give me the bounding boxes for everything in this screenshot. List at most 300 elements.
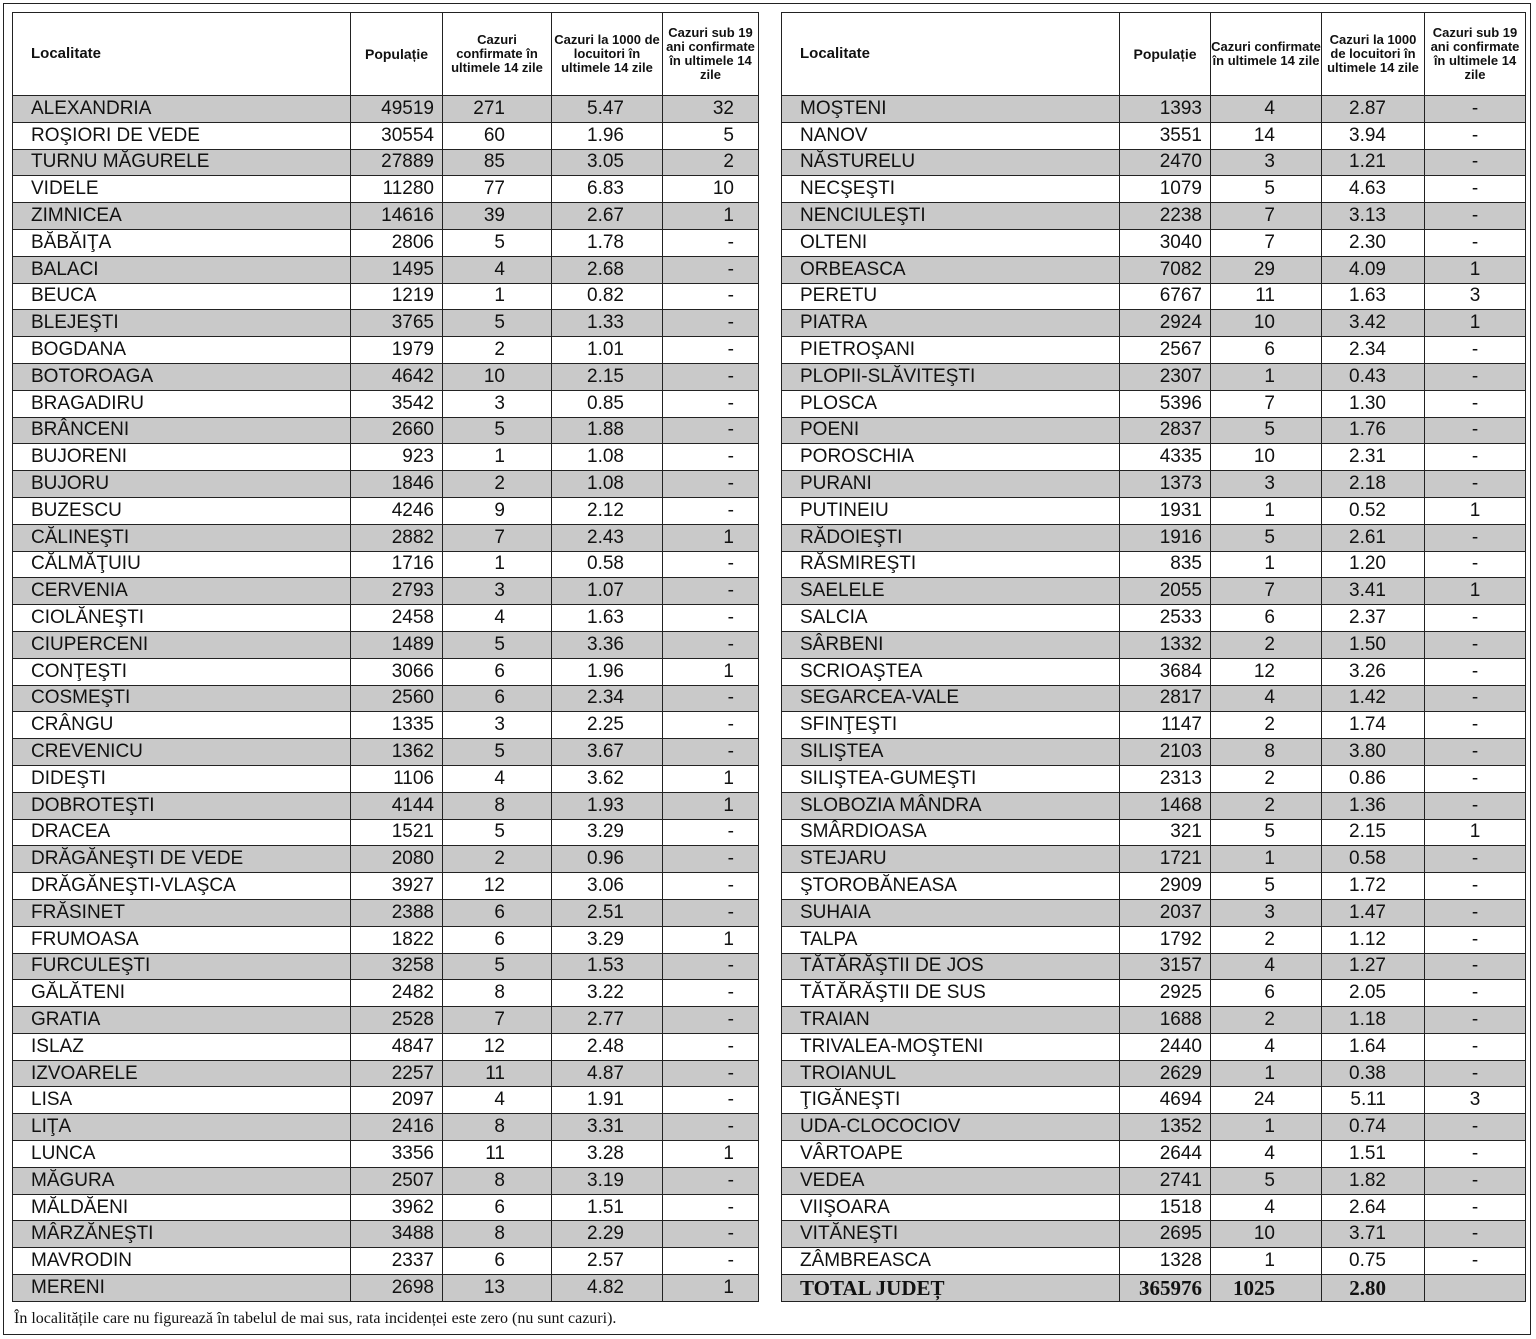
cell-populatie: 30554 bbox=[351, 122, 443, 149]
cell-rata: 3.67 bbox=[552, 739, 663, 766]
cell-populatie: 4144 bbox=[351, 792, 443, 819]
cell-sub19: - bbox=[663, 846, 759, 873]
cell-rata: 3.05 bbox=[552, 149, 663, 176]
cell-sub19: - bbox=[663, 417, 759, 444]
table-row bbox=[13, 953, 759, 980]
table-row bbox=[13, 712, 759, 739]
total-cell-localitate: TOTAL JUDEȚ bbox=[782, 1275, 1120, 1302]
cell-rata: 1.51 bbox=[552, 1194, 663, 1221]
cell-localitate: TALPA bbox=[782, 926, 1120, 953]
cell-sub19: 1 bbox=[663, 524, 759, 551]
cell-populatie: 2307 bbox=[1120, 363, 1211, 390]
cell-cazuri: 7 bbox=[1211, 229, 1322, 256]
cell-populatie: 835 bbox=[1120, 551, 1211, 578]
cell-rata: 3.19 bbox=[552, 1167, 663, 1194]
cell-sub19: - bbox=[663, 337, 759, 364]
table-row bbox=[782, 1141, 1526, 1168]
cell-rata: 2.87 bbox=[1322, 96, 1425, 123]
cell-cazuri: 10 bbox=[1211, 310, 1322, 337]
cell-sub19: - bbox=[663, 712, 759, 739]
header-localitate: Localitate bbox=[782, 13, 1120, 96]
table-row bbox=[782, 846, 1526, 873]
cell-sub19: - bbox=[663, 578, 759, 605]
cell-localitate: RĂSMIREŞTI bbox=[782, 551, 1120, 578]
cell-sub19: - bbox=[663, 497, 759, 524]
table-row bbox=[13, 578, 759, 605]
cell-populatie: 2055 bbox=[1120, 578, 1211, 605]
cell-populatie: 321 bbox=[1120, 819, 1211, 846]
cell-populatie: 49519 bbox=[351, 96, 443, 123]
cell-populatie: 2238 bbox=[1120, 203, 1211, 230]
cell-populatie: 2097 bbox=[351, 1087, 443, 1114]
header-sub19: Cazuri sub 19 ani confirmate în ultimele 14 zile bbox=[663, 13, 759, 96]
cell-localitate: FRUMOASA bbox=[13, 926, 351, 953]
cell-cazuri: 12 bbox=[443, 873, 552, 900]
cell-populatie: 1352 bbox=[1120, 1114, 1211, 1141]
cell-localitate: MOŞTENI bbox=[782, 96, 1120, 123]
cell-cazuri: 3 bbox=[443, 390, 552, 417]
cell-cazuri: 3 bbox=[443, 712, 552, 739]
cell-cazuri: 1 bbox=[1211, 363, 1322, 390]
cell-localitate: NENCIULEŞTI bbox=[782, 203, 1120, 230]
table-row bbox=[13, 765, 759, 792]
cell-localitate: CERVENIA bbox=[13, 578, 351, 605]
cell-rata: 1.47 bbox=[1322, 899, 1425, 926]
cell-populatie: 2257 bbox=[351, 1060, 443, 1087]
cell-cazuri: 6 bbox=[443, 926, 552, 953]
cell-rata: 1.42 bbox=[1322, 685, 1425, 712]
cell-rata: 2.29 bbox=[552, 1221, 663, 1248]
cell-populatie: 4694 bbox=[1120, 1087, 1211, 1114]
cell-sub19: - bbox=[663, 605, 759, 632]
cell-sub19: - bbox=[1425, 96, 1526, 123]
cell-sub19: - bbox=[1425, 846, 1526, 873]
cell-rata: 4.82 bbox=[552, 1275, 663, 1302]
cell-localitate: MĂGURA bbox=[13, 1167, 351, 1194]
table-row bbox=[13, 605, 759, 632]
header-populatie: Populație bbox=[351, 13, 443, 96]
cell-localitate: VIDELE bbox=[13, 176, 351, 203]
cell-rata: 1.07 bbox=[552, 578, 663, 605]
cell-localitate: NECŞEŞTI bbox=[782, 176, 1120, 203]
cell-localitate: GĂLĂTENI bbox=[13, 980, 351, 1007]
cell-localitate: PIETROŞANI bbox=[782, 337, 1120, 364]
cell-rata: 2.05 bbox=[1322, 980, 1425, 1007]
table-row bbox=[782, 149, 1526, 176]
cell-localitate: GRATIA bbox=[13, 1007, 351, 1034]
cell-localitate: BRAGADIRU bbox=[13, 390, 351, 417]
cell-cazuri: 4 bbox=[443, 256, 552, 283]
cell-cazuri: 8 bbox=[443, 792, 552, 819]
cell-cazuri: 12 bbox=[1211, 658, 1322, 685]
cell-sub19: - bbox=[1425, 712, 1526, 739]
cell-sub19: - bbox=[1425, 765, 1526, 792]
cell-rata: 0.58 bbox=[552, 551, 663, 578]
table-row bbox=[782, 605, 1526, 632]
cell-sub19: - bbox=[663, 471, 759, 498]
header-cazuri: Cazuri confirmate în ultimele 14 zile bbox=[443, 13, 552, 96]
table-row bbox=[782, 1194, 1526, 1221]
cell-localitate: SÂRBENI bbox=[782, 631, 1120, 658]
cell-populatie: 1518 bbox=[1120, 1194, 1211, 1221]
cell-sub19: - bbox=[663, 444, 759, 471]
cell-localitate: UDA-CLOCOCIOV bbox=[782, 1114, 1120, 1141]
cell-rata: 1.53 bbox=[552, 953, 663, 980]
cell-rata: 1.36 bbox=[1322, 792, 1425, 819]
cell-populatie: 1373 bbox=[1120, 471, 1211, 498]
cell-populatie: 2458 bbox=[351, 605, 443, 632]
cell-cazuri: 4 bbox=[443, 765, 552, 792]
cell-populatie: 1979 bbox=[351, 337, 443, 364]
cell-populatie: 2806 bbox=[351, 229, 443, 256]
cell-localitate: ZÂMBREASCA bbox=[782, 1248, 1120, 1275]
cell-populatie: 1393 bbox=[1120, 96, 1211, 123]
cell-rata: 2.37 bbox=[1322, 605, 1425, 632]
cell-populatie: 2528 bbox=[351, 1007, 443, 1034]
table-row bbox=[13, 1007, 759, 1034]
cell-cazuri: 1 bbox=[443, 551, 552, 578]
cell-cazuri: 4 bbox=[443, 1087, 552, 1114]
cell-populatie: 1846 bbox=[351, 471, 443, 498]
cell-sub19: 1 bbox=[1425, 256, 1526, 283]
cell-populatie: 2660 bbox=[351, 417, 443, 444]
table-row bbox=[13, 551, 759, 578]
cell-cazuri: 4 bbox=[1211, 953, 1322, 980]
cell-populatie: 4847 bbox=[351, 1033, 443, 1060]
cell-localitate: OLTENI bbox=[782, 229, 1120, 256]
table-row bbox=[13, 792, 759, 819]
left-header-row bbox=[13, 13, 759, 96]
cell-sub19: - bbox=[663, 739, 759, 766]
cell-sub19: - bbox=[1425, 1221, 1526, 1248]
cell-localitate: BUJORU bbox=[13, 471, 351, 498]
cell-sub19: - bbox=[1425, 390, 1526, 417]
total-cell-cazuri: 1025 bbox=[1211, 1275, 1322, 1302]
cell-rata: 1.78 bbox=[552, 229, 663, 256]
cell-localitate: DRACEA bbox=[13, 819, 351, 846]
cell-cazuri: 11 bbox=[443, 1141, 552, 1168]
cell-sub19: - bbox=[1425, 873, 1526, 900]
cell-localitate: DRĂGĂNEŞTI DE VEDE bbox=[13, 846, 351, 873]
cell-cazuri: 4 bbox=[1211, 1033, 1322, 1060]
table-row bbox=[13, 1087, 759, 1114]
cell-populatie: 4246 bbox=[351, 497, 443, 524]
cell-cazuri: 8 bbox=[443, 1221, 552, 1248]
cell-rata: 0.74 bbox=[1322, 1114, 1425, 1141]
cell-localitate: PIATRA bbox=[782, 310, 1120, 337]
cell-cazuri: 5 bbox=[1211, 176, 1322, 203]
cell-populatie: 2470 bbox=[1120, 149, 1211, 176]
table-row bbox=[13, 337, 759, 364]
table-row bbox=[13, 203, 759, 230]
cell-cazuri: 5 bbox=[1211, 819, 1322, 846]
cell-sub19: - bbox=[663, 390, 759, 417]
cell-populatie: 1147 bbox=[1120, 712, 1211, 739]
table-row bbox=[782, 444, 1526, 471]
cell-cazuri: 6 bbox=[443, 899, 552, 926]
cell-populatie: 1106 bbox=[351, 765, 443, 792]
table-row bbox=[13, 1194, 759, 1221]
table-row bbox=[782, 390, 1526, 417]
table-row bbox=[782, 471, 1526, 498]
cell-localitate: LISA bbox=[13, 1087, 351, 1114]
table-row bbox=[782, 203, 1526, 230]
cell-populatie: 14616 bbox=[351, 203, 443, 230]
cell-populatie: 1916 bbox=[1120, 524, 1211, 551]
cell-sub19: - bbox=[1425, 551, 1526, 578]
cell-cazuri: 8 bbox=[1211, 739, 1322, 766]
header-populatie: Populație bbox=[1120, 13, 1211, 96]
header-cazuri: Cazuri confirmate în ultimele 14 zile bbox=[1211, 13, 1322, 96]
cell-cazuri: 85 bbox=[443, 149, 552, 176]
cell-populatie: 1219 bbox=[351, 283, 443, 310]
cell-sub19: 1 bbox=[663, 792, 759, 819]
table-row bbox=[13, 819, 759, 846]
cell-sub19: - bbox=[1425, 1167, 1526, 1194]
table-row bbox=[782, 283, 1526, 310]
cell-localitate: TĂTĂRĂŞTII DE SUS bbox=[782, 980, 1120, 1007]
table-row bbox=[13, 1248, 759, 1275]
header-rata: Cazuri la 1000 de locuitori în ultimele 14 zile bbox=[1322, 13, 1425, 96]
table-row bbox=[13, 1167, 759, 1194]
table-row bbox=[782, 1060, 1526, 1087]
cell-rata: 3.94 bbox=[1322, 122, 1425, 149]
cell-localitate: MAVRODIN bbox=[13, 1248, 351, 1275]
cell-rata: 2.31 bbox=[1322, 444, 1425, 471]
cell-populatie: 1489 bbox=[351, 631, 443, 658]
cell-rata: 2.64 bbox=[1322, 1194, 1425, 1221]
total-cell-sub19 bbox=[1425, 1275, 1526, 1302]
cell-cazuri: 5 bbox=[443, 310, 552, 337]
cell-sub19: - bbox=[1425, 1248, 1526, 1275]
cell-cazuri: 4 bbox=[1211, 96, 1322, 123]
cell-cazuri: 6 bbox=[443, 1248, 552, 1275]
cell-localitate: PURANI bbox=[782, 471, 1120, 498]
cell-sub19: 1 bbox=[663, 765, 759, 792]
cell-localitate: CĂLINEŞTI bbox=[13, 524, 351, 551]
cell-rata: 0.58 bbox=[1322, 846, 1425, 873]
table-row bbox=[782, 578, 1526, 605]
cell-cazuri: 1 bbox=[1211, 1248, 1322, 1275]
cell-cazuri: 4 bbox=[1211, 1194, 1322, 1221]
table-row bbox=[782, 551, 1526, 578]
cell-populatie: 1332 bbox=[1120, 631, 1211, 658]
right-table bbox=[781, 12, 1526, 1302]
cell-rata: 1.76 bbox=[1322, 417, 1425, 444]
cell-sub19: 1 bbox=[663, 1141, 759, 1168]
cell-rata: 1.20 bbox=[1322, 551, 1425, 578]
cell-sub19: - bbox=[663, 873, 759, 900]
cell-sub19: 1 bbox=[1425, 578, 1526, 605]
cell-cazuri: 8 bbox=[443, 980, 552, 1007]
cell-rata: 3.41 bbox=[1322, 578, 1425, 605]
cell-populatie: 2507 bbox=[351, 1167, 443, 1194]
cell-localitate: DOBROTEŞTI bbox=[13, 792, 351, 819]
cell-rata: 2.25 bbox=[552, 712, 663, 739]
cell-localitate: TRIVALEA-MOŞTENI bbox=[782, 1033, 1120, 1060]
cell-sub19: - bbox=[663, 1167, 759, 1194]
cell-populatie: 2698 bbox=[351, 1275, 443, 1302]
cell-rata: 3.06 bbox=[552, 873, 663, 900]
cell-cazuri: 271 bbox=[443, 96, 552, 123]
cell-cazuri: 2 bbox=[1211, 792, 1322, 819]
table-row bbox=[13, 899, 759, 926]
cell-localitate: BALACI bbox=[13, 256, 351, 283]
cell-localitate: STEJARU bbox=[782, 846, 1120, 873]
cell-localitate: VIIŞOARA bbox=[782, 1194, 1120, 1221]
table-row bbox=[782, 953, 1526, 980]
cell-localitate: CIUPERCENI bbox=[13, 631, 351, 658]
cell-sub19: - bbox=[1425, 980, 1526, 1007]
cell-cazuri: 1 bbox=[1211, 846, 1322, 873]
cell-cazuri: 1 bbox=[1211, 1114, 1322, 1141]
cell-cazuri: 7 bbox=[1211, 203, 1322, 230]
cell-sub19: - bbox=[663, 551, 759, 578]
cell-populatie: 923 bbox=[351, 444, 443, 471]
table-row bbox=[13, 122, 759, 149]
cell-rata: 3.36 bbox=[552, 631, 663, 658]
table-row bbox=[13, 658, 759, 685]
cell-populatie: 2482 bbox=[351, 980, 443, 1007]
cell-rata: 1.63 bbox=[552, 605, 663, 632]
table-row bbox=[782, 256, 1526, 283]
cell-cazuri: 6 bbox=[1211, 980, 1322, 1007]
cell-sub19: - bbox=[663, 1221, 759, 1248]
table-row bbox=[782, 765, 1526, 792]
cell-cazuri: 7 bbox=[443, 1007, 552, 1034]
cell-populatie: 2837 bbox=[1120, 417, 1211, 444]
cell-rata: 0.86 bbox=[1322, 765, 1425, 792]
cell-localitate: ŢIGĂNEŞTI bbox=[782, 1087, 1120, 1114]
cell-rata: 3.31 bbox=[552, 1114, 663, 1141]
table-row bbox=[782, 1087, 1526, 1114]
cell-rata: 3.29 bbox=[552, 926, 663, 953]
cell-populatie: 11280 bbox=[351, 176, 443, 203]
cell-sub19: - bbox=[663, 256, 759, 283]
cell-cazuri: 5 bbox=[443, 229, 552, 256]
table-row bbox=[13, 149, 759, 176]
cell-rata: 3.71 bbox=[1322, 1221, 1425, 1248]
cell-populatie: 3551 bbox=[1120, 122, 1211, 149]
cell-cazuri: 1 bbox=[1211, 1060, 1322, 1087]
cell-sub19: - bbox=[663, 363, 759, 390]
cell-localitate: CIOLĂNEŞTI bbox=[13, 605, 351, 632]
cell-sub19: 1 bbox=[1425, 497, 1526, 524]
cell-localitate: VITĂNEŞTI bbox=[782, 1221, 1120, 1248]
footnote: În localitățile care nu figurează în tabelul de mai sus, rata incidenței este zero (nu sunt cazuri). bbox=[14, 1310, 617, 1327]
cell-cazuri: 1 bbox=[443, 444, 552, 471]
table-row bbox=[13, 926, 759, 953]
left-table-body bbox=[13, 96, 759, 1302]
cell-sub19: 1 bbox=[663, 926, 759, 953]
cell-cazuri: 77 bbox=[443, 176, 552, 203]
cell-sub19: 1 bbox=[663, 1275, 759, 1302]
cell-sub19: - bbox=[663, 899, 759, 926]
table-row bbox=[782, 792, 1526, 819]
table-row bbox=[13, 1033, 759, 1060]
header-sub19: Cazuri sub 19 ani confirmate în ultimele 14 zile bbox=[1425, 13, 1526, 96]
cell-sub19: - bbox=[663, 229, 759, 256]
cell-populatie: 2695 bbox=[1120, 1221, 1211, 1248]
cell-populatie: 3542 bbox=[351, 390, 443, 417]
cell-populatie: 3962 bbox=[351, 1194, 443, 1221]
table-row bbox=[782, 1221, 1526, 1248]
cell-rata: 5.47 bbox=[552, 96, 663, 123]
cell-cazuri: 13 bbox=[443, 1275, 552, 1302]
cell-sub19: - bbox=[1425, 203, 1526, 230]
cell-cazuri: 2 bbox=[1211, 631, 1322, 658]
cell-rata: 0.52 bbox=[1322, 497, 1425, 524]
cell-sub19: - bbox=[1425, 417, 1526, 444]
table-row bbox=[13, 739, 759, 766]
table-row bbox=[13, 1275, 759, 1302]
cell-sub19: - bbox=[1425, 953, 1526, 980]
table-row bbox=[782, 926, 1526, 953]
cell-cazuri: 29 bbox=[1211, 256, 1322, 283]
table-row bbox=[782, 96, 1526, 123]
cell-rata: 0.38 bbox=[1322, 1060, 1425, 1087]
cell-cazuri: 10 bbox=[443, 363, 552, 390]
cell-populatie: 1335 bbox=[351, 712, 443, 739]
cell-populatie: 1792 bbox=[1120, 926, 1211, 953]
cell-localitate: LIŢA bbox=[13, 1114, 351, 1141]
cell-cazuri: 3 bbox=[443, 578, 552, 605]
cell-populatie: 2080 bbox=[351, 846, 443, 873]
cell-sub19: - bbox=[1425, 176, 1526, 203]
cell-cazuri: 4 bbox=[1211, 685, 1322, 712]
cell-rata: 1.33 bbox=[552, 310, 663, 337]
cell-populatie: 1721 bbox=[1120, 846, 1211, 873]
right-table-body bbox=[782, 96, 1526, 1302]
cell-sub19: - bbox=[1425, 1141, 1526, 1168]
cell-populatie: 1521 bbox=[351, 819, 443, 846]
cell-rata: 2.68 bbox=[552, 256, 663, 283]
total-row bbox=[782, 1275, 1526, 1302]
cell-sub19: - bbox=[1425, 444, 1526, 471]
cell-rata: 2.51 bbox=[552, 899, 663, 926]
cell-rata: 4.63 bbox=[1322, 176, 1425, 203]
table-row bbox=[782, 739, 1526, 766]
cell-localitate: SALCIA bbox=[782, 605, 1120, 632]
cell-rata: 2.67 bbox=[552, 203, 663, 230]
cell-sub19: - bbox=[663, 1194, 759, 1221]
cell-localitate: BUJORENI bbox=[13, 444, 351, 471]
cell-cazuri: 12 bbox=[443, 1033, 552, 1060]
cell-cazuri: 24 bbox=[1211, 1087, 1322, 1114]
cell-sub19: 3 bbox=[1425, 283, 1526, 310]
cell-cazuri: 6 bbox=[443, 658, 552, 685]
cell-sub19: - bbox=[1425, 605, 1526, 632]
cell-localitate: SAELELE bbox=[782, 578, 1120, 605]
cell-sub19: - bbox=[663, 1033, 759, 1060]
cell-populatie: 4642 bbox=[351, 363, 443, 390]
cell-sub19: 10 bbox=[663, 176, 759, 203]
table-row bbox=[782, 497, 1526, 524]
cell-rata: 2.30 bbox=[1322, 229, 1425, 256]
cell-sub19: 1 bbox=[1425, 819, 1526, 846]
cell-rata: 1.96 bbox=[552, 658, 663, 685]
cell-cazuri: 8 bbox=[443, 1114, 552, 1141]
cell-populatie: 2440 bbox=[1120, 1033, 1211, 1060]
cell-sub19: - bbox=[1425, 471, 1526, 498]
cell-rata: 2.18 bbox=[1322, 471, 1425, 498]
cell-rata: 1.63 bbox=[1322, 283, 1425, 310]
cell-populatie: 3157 bbox=[1120, 953, 1211, 980]
cell-sub19: - bbox=[1425, 899, 1526, 926]
cell-rata: 1.74 bbox=[1322, 712, 1425, 739]
cell-rata: 1.08 bbox=[552, 471, 663, 498]
cell-rata: 1.21 bbox=[1322, 149, 1425, 176]
